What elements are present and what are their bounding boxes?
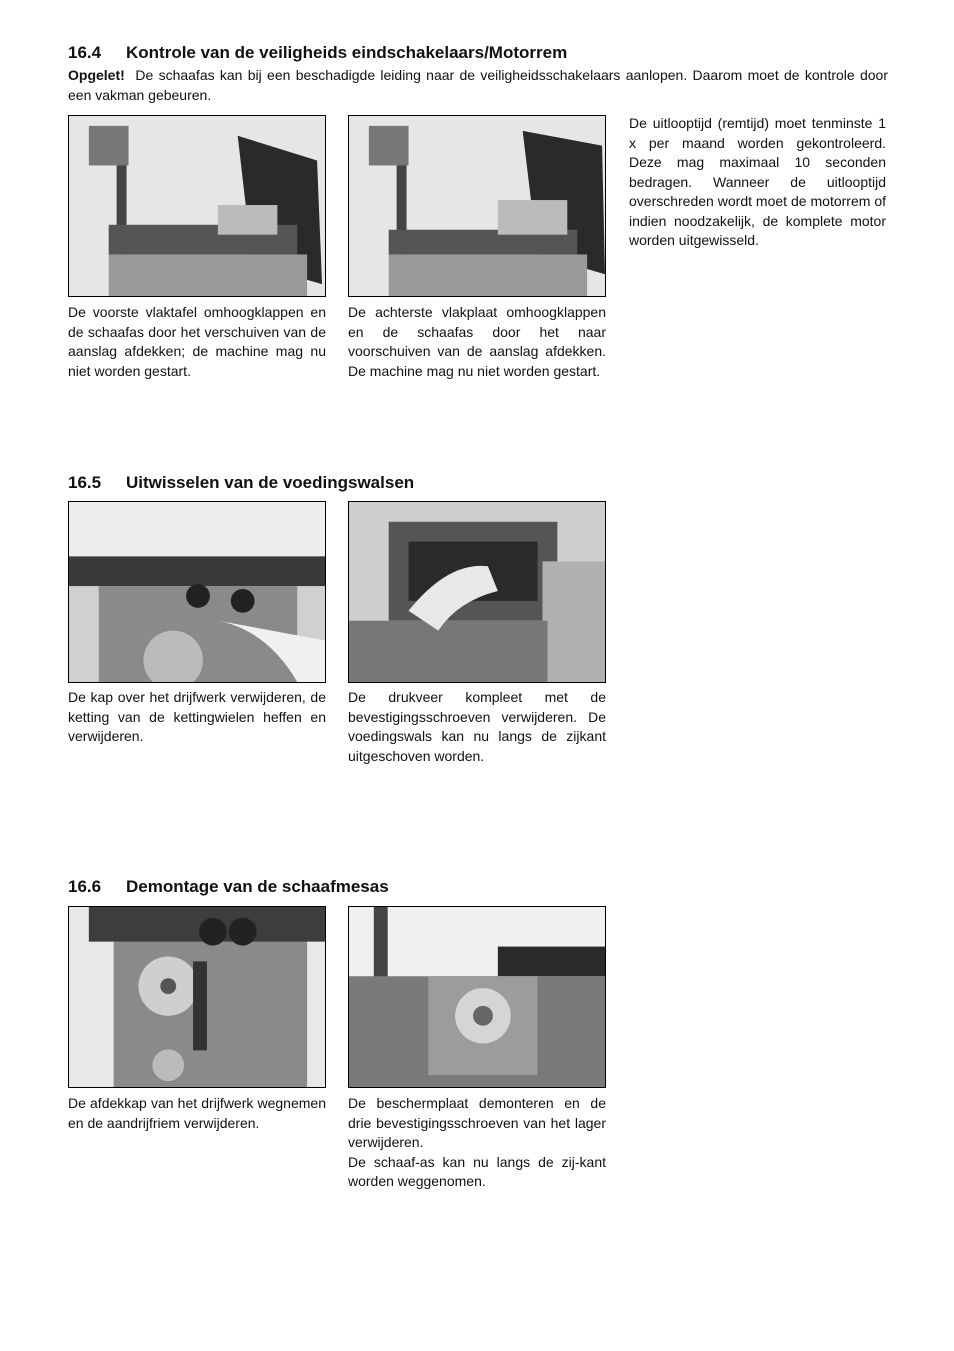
section-16-6-heading bbox=[68, 877, 389, 897]
section-title: Uitwisselen van de voedingswalsen bbox=[126, 473, 415, 492]
section-title: Demontage van de schaafmesas bbox=[126, 877, 389, 896]
section-number: 16.4 bbox=[68, 43, 102, 62]
caption-16-6-b-line2: De schaaf-as kan nu langs de zij-kant worden weggenomen. bbox=[348, 1153, 606, 1189]
warning-label: Opgelet! bbox=[68, 67, 125, 83]
section-number: 16.5 bbox=[68, 473, 102, 492]
caption-16-4-b: De achterste vlakplaat omhoogklappen en de schaafas door het naar voorschuiven van de aanslag afdekken. De machine mag nu niet worden gestart. bbox=[348, 304, 606, 379]
caption-16-6-a: De afdekkap van het drijfwerk wegnemen en de aandrijfriem verwijderen. bbox=[68, 1095, 326, 1131]
photo-protection-plate bbox=[348, 906, 606, 1088]
caption-16-5-a: De kap over het drijfwerk verwijderen, de ketting van de kettingwielen heffen en verwijderen. bbox=[68, 689, 326, 744]
warning-paragraph bbox=[68, 65, 888, 105]
section-title: Kontrole van de veiligheids eindschakelaars/Motorrem bbox=[126, 43, 568, 62]
photo-drive-cover-belt bbox=[68, 906, 326, 1088]
caption-16-5-b: De drukveer kompleet met de bevestigingsschroeven verwijderen. De voedingswals kan nu langs de zijkant uitgeschoven worden. bbox=[348, 689, 606, 764]
caption-16-6-b bbox=[348, 1094, 606, 1192]
caption-16-4-a: De voorste vlaktafel omhoogklappen en de schaafas door het verschuiven van de aanslag afdekken; de machine mag nu niet worden gestart. bbox=[68, 304, 326, 379]
photo-pressure-spring bbox=[348, 501, 606, 683]
section-number: 16.6 bbox=[68, 877, 102, 896]
photo-drive-cover-chain bbox=[68, 501, 326, 683]
section-16-4-heading bbox=[68, 43, 567, 63]
caption-16-6-b-line1: De beschermplaat demonteren en de drie bevestigingsschroeven van het lager verwijderen. bbox=[348, 1095, 606, 1150]
section-16-5-heading bbox=[68, 473, 414, 493]
brake-time-note: De uitlooptijd (remtijd) moet tenminste 1 x per maand worden gekontroleerd. Deze mag maximaal 10 seconden bedragen. Wanneer de uitlooptijd overschreden wordt moet de motorrem of indien noodzakelijk, de komplete motor worden uitgewisseld. bbox=[629, 115, 886, 248]
photo-rear-plate-raised bbox=[348, 115, 606, 297]
photo-front-table-raised bbox=[68, 115, 326, 297]
warning-text: De schaafas kan bij een beschadigde leiding naar de veiligheidsschakelaars aanlopen. Daarom moet de kontrole door een vakman gebeuren. bbox=[68, 67, 889, 103]
